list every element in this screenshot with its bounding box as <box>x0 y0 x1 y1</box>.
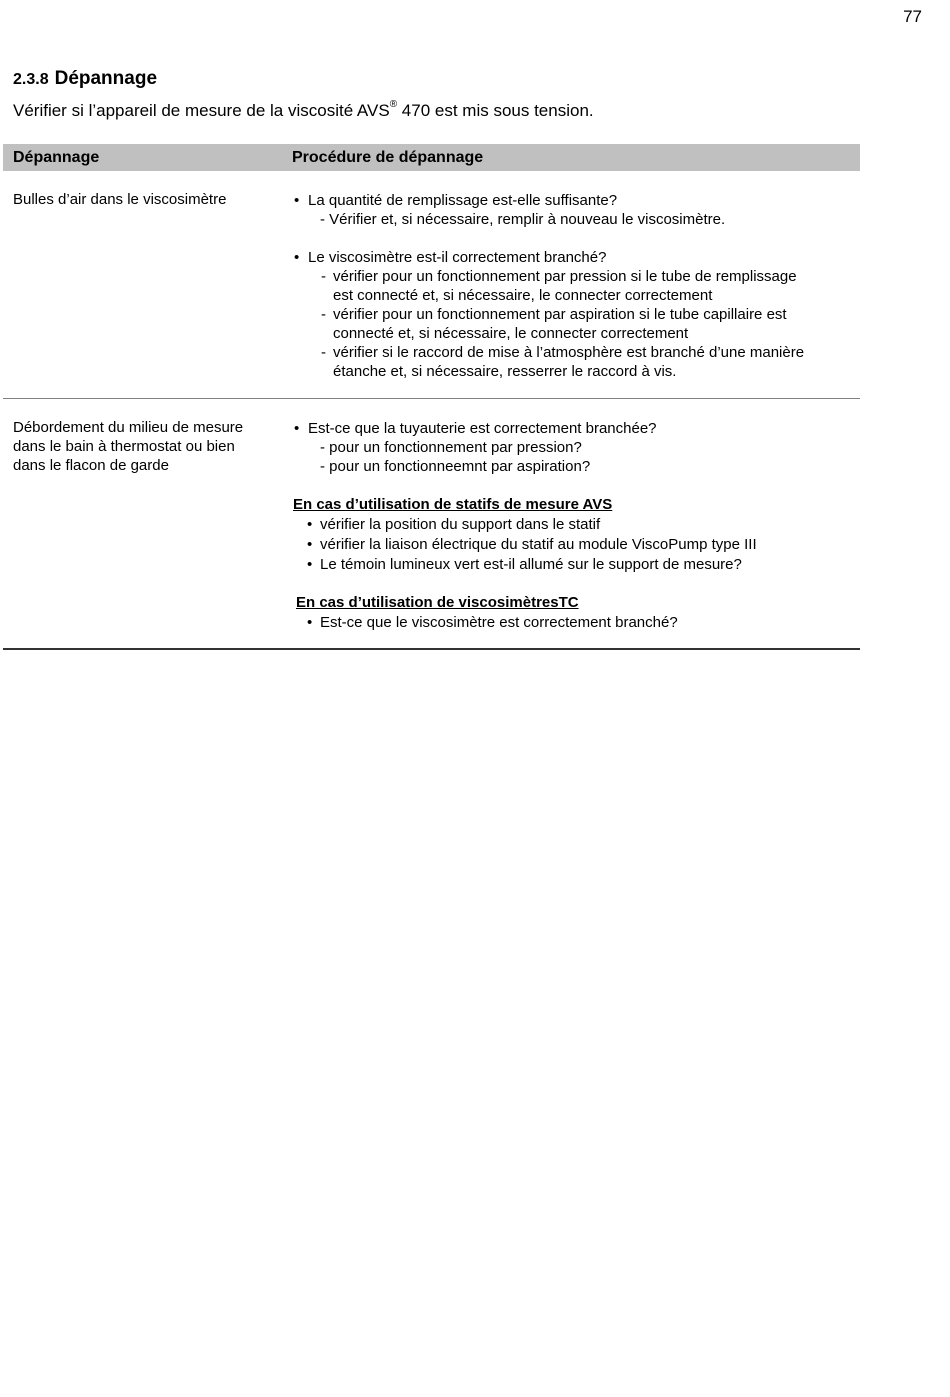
dash-step-continued: étanche et, si nécessaire, resserrer le raccord à vis. <box>333 363 677 380</box>
intro-paragraph <box>13 101 594 121</box>
intro-text: Vérifier si l’appareil de mesure de la viscosité AVS <box>13 101 390 120</box>
bullet-item: • vérifier la position du support dans le statif <box>293 515 858 534</box>
table-header <box>3 144 860 171</box>
sub-step: - Vérifier et, si nécessaire, remplir à nouveau le viscosimètre. <box>320 211 726 228</box>
problem-text: dans le flacon de garde <box>13 457 169 474</box>
section-title: Dépannage <box>54 68 158 89</box>
subheading-tc-viscometers: En cas d’utilisation de viscosimètresTC <box>296 594 579 611</box>
problem-text: Bulles d’air dans le viscosimètre <box>13 191 227 208</box>
page-number: 77 <box>903 7 922 26</box>
column-header-procedure: Procédure de dépannage <box>292 149 484 166</box>
subheading-avs-stands: En cas d’utilisation de statifs de mesure AVS <box>293 496 613 513</box>
dash-step-continued: est connecté et, si nécessaire, le connecter correctement <box>333 287 713 304</box>
bullet-question: • Le viscosimètre est-il correctement branché? <box>293 248 858 267</box>
bullet-question: • La quantité de remplissage est-elle suffisante? <box>293 191 858 210</box>
intro-text-end: 470 est mis sous tension. <box>397 101 594 120</box>
sub-step: - pour un fonctionnement par pression? <box>320 439 582 456</box>
section-heading <box>13 68 157 90</box>
sub-step: - pour un fonctionneemnt par aspiration? <box>320 458 591 475</box>
bullet-item: • Le témoin lumineux vert est-il allumé sur le support de mesure? <box>293 555 858 574</box>
column-header-problem: Dépannage <box>13 149 100 166</box>
section-number: 2.3.8 <box>13 71 49 88</box>
row-divider <box>3 398 860 399</box>
table-bottom-rule <box>3 648 860 650</box>
procedure-overflow <box>293 419 858 632</box>
problem-air-bubbles <box>13 190 278 209</box>
bullet-item: • vérifier la liaison électrique du statif au module ViscoPump type III <box>293 535 858 554</box>
dash-step-continued: connecté et, si nécessaire, le connecter correctement <box>333 325 689 342</box>
bullet-item: • Est-ce que le viscosimètre est correctement branché? <box>293 613 858 632</box>
dash-step: - vérifier pour un fonctionnement par pression si le tube de remplissage <box>293 267 858 286</box>
bullet-question: • Est-ce que la tuyauterie est correctement branchée? <box>293 419 858 438</box>
procedure-air-bubbles <box>293 191 858 381</box>
problem-overflow <box>13 418 278 475</box>
dash-step: - vérifier si le raccord de mise à l’atmosphère est branché d’une manière <box>293 343 858 362</box>
registered-mark: ® <box>389 99 398 110</box>
dash-step: - vérifier pour un fonctionnement par aspiration si le tube capillaire est <box>293 305 858 324</box>
problem-text: dans le bain à thermostat ou bien <box>13 438 235 455</box>
problem-text: Débordement du milieu de mesure <box>13 419 244 436</box>
